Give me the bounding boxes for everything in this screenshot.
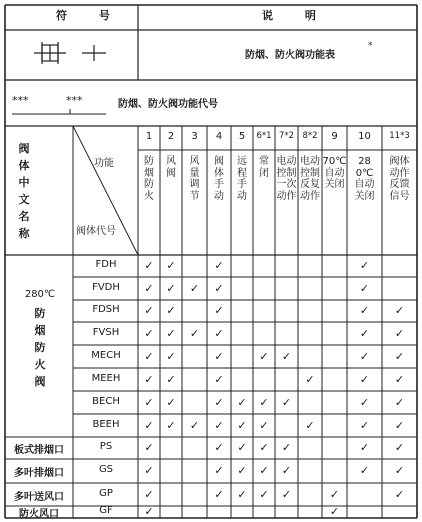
check-mark-r6-c1: ✓: [144, 372, 154, 386]
check-mark-r1-c1: ✓: [144, 259, 154, 272]
check-mark-r6-c4: ✓: [214, 372, 224, 386]
check-mark-r7-c4: ✓: [214, 395, 224, 409]
check-mark-r10-c1: ✓: [144, 464, 154, 477]
check-mark-r4-c3: ✓: [189, 326, 200, 340]
row-name-10: 多叶排烟口: [14, 468, 64, 479]
check-mark-r11-c6: ✓: [259, 487, 269, 501]
row-name-12: 防火风口: [19, 509, 59, 520]
check-mark-r9-c11: ✓: [394, 441, 405, 454]
check-mark-r4-c2: ✓: [166, 326, 176, 340]
row-code-11: GP: [99, 487, 113, 499]
check-mark-r5-c11: ✓: [394, 349, 405, 363]
check-mark-r9-c6: ✓: [259, 441, 269, 454]
check-mark-r1-c10: ✓: [359, 259, 370, 272]
row-code-2: FVDH: [92, 281, 120, 293]
check-mark-r2-c1: ✓: [144, 281, 154, 295]
function-header: 功能: [94, 158, 114, 169]
symbol-description: 防烟、防火阀功能表: [245, 50, 335, 61]
check-mark-r5-c1: ✓: [144, 349, 154, 363]
row-code-3: FDSH: [92, 304, 120, 315]
check-mark-r7-c10: ✓: [359, 395, 370, 409]
check-mark-r8-c11: ✓: [394, 418, 405, 432]
check-mark-r8-c5: ✓: [237, 418, 247, 432]
check-mark-r10-c6: ✓: [259, 464, 269, 477]
column-number-1: 1: [145, 131, 153, 142]
check-mark-r7-c6: ✓: [259, 395, 269, 409]
column-label-8: 电动控制反复动作: [300, 156, 320, 202]
column-number-9: 9: [331, 131, 338, 142]
row-code-9: PS: [99, 441, 113, 452]
check-mark-r11-c7: ✓: [281, 487, 292, 501]
column-number-10: 10: [358, 131, 371, 142]
row-name-11: 多叶送风口: [14, 491, 64, 503]
check-mark-r2-c4: ✓: [214, 281, 224, 295]
check-mark-r3-c11: ✓: [394, 304, 405, 317]
check-mark-r5-c4: ✓: [214, 349, 224, 363]
check-mark-r9-c5: ✓: [237, 441, 247, 454]
column-number-4: 4: [215, 131, 223, 142]
check-mark-r4-c11: ✓: [394, 326, 405, 340]
body-code-header: 阀体代号: [76, 226, 116, 237]
check-mark-r5-c6: ✓: [259, 349, 269, 363]
check-mark-r11-c9: ✓: [329, 487, 340, 501]
check-mark-r8-c4: ✓: [214, 418, 224, 432]
column-label-7: 电动控制一次动作: [276, 156, 297, 202]
check-mark-r11-c1: ✓: [144, 487, 154, 501]
check-mark-r8-c2: ✓: [166, 418, 176, 432]
check-mark-r7-c7: ✓: [281, 395, 292, 409]
row-name-9: 板式排烟口: [14, 445, 64, 456]
check-mark-r2-c3: ✓: [189, 281, 200, 295]
column-label-5: 远程手动: [237, 156, 247, 202]
check-mark-r9-c7: ✓: [281, 441, 292, 454]
column-number-6: 6*1: [256, 131, 272, 141]
code-underline-icon: [10, 106, 110, 120]
check-mark-r12-c1: ✓: [144, 505, 154, 518]
check-mark-r8-c8: ✓: [305, 418, 315, 432]
check-mark-r6-c8: ✓: [305, 372, 315, 386]
column-number-5: 5: [238, 131, 246, 142]
check-mark-r2-c2: ✓: [166, 281, 176, 295]
check-mark-r7-c11: ✓: [394, 395, 405, 409]
damper-symbol-icon: [30, 38, 140, 68]
check-mark-r5-c2: ✓: [166, 349, 176, 363]
check-mark-r7-c1: ✓: [144, 395, 154, 409]
header-description: 说 明: [262, 9, 330, 22]
check-mark-r12-c9: ✓: [329, 505, 340, 518]
check-mark-r8-c6: ✓: [259, 418, 269, 432]
check-mark-r9-c1: ✓: [144, 441, 154, 454]
body-name-header: 阀体中文名称: [18, 142, 30, 240]
check-mark-r3-c4: ✓: [214, 304, 224, 317]
check-mark-r5-c7: ✓: [281, 349, 292, 363]
check-mark-r10-c4: ✓: [214, 464, 224, 477]
code-stars-left: ***: [12, 94, 29, 107]
check-mark-r9-c10: ✓: [359, 441, 370, 454]
check-mark-r4-c10: ✓: [359, 326, 370, 340]
check-mark-r4-c1: ✓: [144, 326, 154, 340]
check-mark-r1-c4: ✓: [214, 259, 224, 272]
check-mark-r6-c11: ✓: [394, 372, 405, 386]
group-temperature: 280℃: [24, 289, 56, 300]
check-mark-r10-c5: ✓: [237, 464, 247, 477]
check-mark-r9-c4: ✓: [214, 441, 224, 454]
row-code-6: MEEH: [91, 372, 121, 384]
check-mark-r11-c11: ✓: [394, 487, 405, 501]
row-code-8: BEEH: [92, 418, 120, 430]
column-label-4: 阀体手动: [214, 156, 224, 202]
check-mark-r7-c5: ✓: [237, 395, 247, 409]
check-mark-r3-c2: ✓: [166, 304, 176, 317]
check-mark-r2-c10: ✓: [359, 281, 370, 295]
check-mark-r10-c7: ✓: [281, 464, 292, 477]
row-code-4: FVSH: [92, 326, 120, 338]
row-code-5: MECH: [91, 349, 121, 361]
check-mark-r10-c10: ✓: [359, 464, 370, 477]
check-mark-r8-c1: ✓: [144, 418, 154, 432]
column-label-3: 风量调节: [189, 156, 200, 202]
check-mark-r4-c4: ✓: [214, 326, 224, 340]
check-mark-r6-c2: ✓: [166, 372, 176, 386]
row-code-10: GS: [98, 464, 114, 475]
check-mark-r7-c2: ✓: [166, 395, 176, 409]
code-description: 防烟、防火阀功能代号: [118, 99, 218, 110]
column-label-9: 70℃自动关闭: [322, 156, 347, 190]
column-label-1: 防烟防火: [144, 156, 154, 202]
code-stars-right: ***: [66, 94, 83, 107]
column-number-11: 11*3: [389, 131, 410, 141]
check-mark-r1-c2: ✓: [166, 259, 176, 272]
check-mark-r5-c10: ✓: [359, 349, 370, 363]
symbol-mark: *: [368, 41, 373, 51]
row-code-12: GF: [99, 505, 113, 516]
check-mark-r11-c4: ✓: [214, 487, 224, 501]
column-number-7: 7*2: [278, 131, 295, 141]
column-number-3: 3: [191, 131, 198, 142]
row-code-1: FDH: [95, 259, 117, 270]
column-label-2: 风阀: [166, 156, 176, 179]
column-number-8: 8*2: [302, 131, 318, 141]
column-label-6: 常闭: [259, 156, 269, 179]
check-mark-r3-c10: ✓: [359, 304, 370, 317]
check-mark-r3-c1: ✓: [144, 304, 154, 317]
check-mark-r11-c5: ✓: [237, 487, 247, 501]
row-code-7: BECH: [92, 395, 120, 407]
group-name: 防烟防火阀: [34, 307, 46, 388]
check-mark-r8-c3: ✓: [189, 418, 200, 432]
check-mark-r8-c10: ✓: [359, 418, 370, 432]
column-label-10: 280℃自动关闭: [354, 156, 375, 202]
column-label-11: 阀体动作反馈信号: [389, 156, 410, 202]
check-mark-r6-c10: ✓: [359, 372, 370, 386]
check-mark-r10-c11: ✓: [394, 464, 405, 477]
header-symbol: 符 号: [56, 9, 124, 22]
column-number-2: 2: [167, 131, 175, 142]
